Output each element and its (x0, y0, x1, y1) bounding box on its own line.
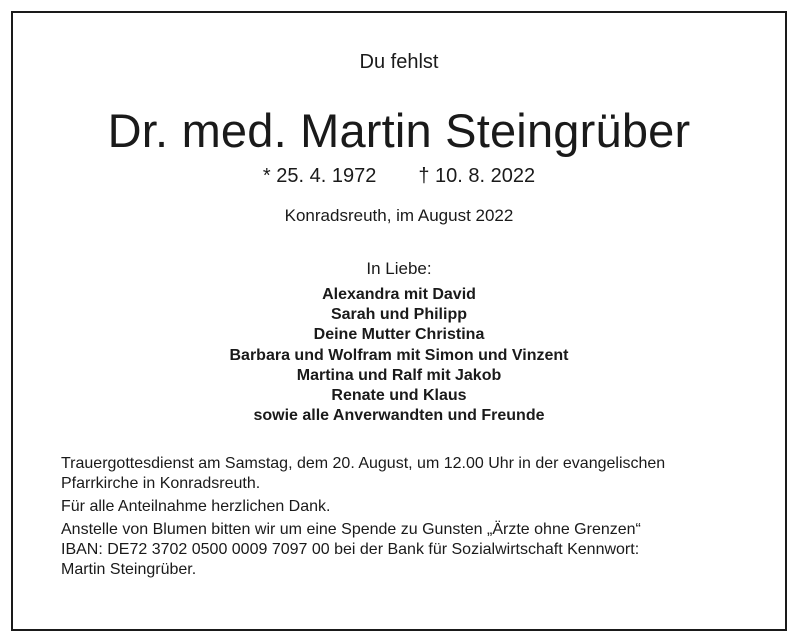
mourner-line: Barbara und Wolfram mit Simon und Vinzent (229, 346, 569, 364)
thanks-text: Für alle Anteilnahme herzlichen Dank. (61, 498, 331, 515)
motto: Du fehlst (359, 51, 439, 73)
mourners-list (13, 285, 785, 426)
love-label: In Liebe: (366, 259, 432, 278)
iban-line: IBAN: DE72 3702 0500 0009 7097 00 bei der Bank für Sozialwirtschaft Kennwort: (61, 541, 640, 558)
death-date: † 10. 8. 2022 (418, 165, 536, 187)
donation-line: Anstelle von Blumen bitten wir um eine Spende zu Gunsten „Ärzte ohne Grenzen“ (61, 521, 641, 538)
mourner-line: sowie alle Anverwandten und Freunde (253, 407, 545, 425)
death-notice (11, 11, 787, 631)
mourner-line: Deine Mutter Christina (313, 326, 485, 344)
details-section (61, 454, 745, 580)
mourner-line: Sarah und Philipp (330, 306, 467, 324)
mourner-line: Renate und Klaus (331, 387, 467, 405)
birth-date: * 25. 4. 1972 (262, 165, 377, 187)
mourner-line: Alexandra mit David (322, 286, 476, 303)
place-date: Konradsreuth, im August 2022 (284, 206, 514, 225)
donation-keyword: Martin Steingrüber. (61, 561, 197, 578)
life-dates (13, 165, 785, 188)
mourner-line: Martina und Ralf mit Jakob (296, 366, 502, 384)
service-info: Trauergottesdienst am Samstag, dem 20. August, um 12.00 Uhr in der evangelischen Pfarrkirche in Konradsreuth. (61, 455, 666, 492)
deceased-name: Dr. med. Martin Steingrüber (107, 104, 691, 157)
